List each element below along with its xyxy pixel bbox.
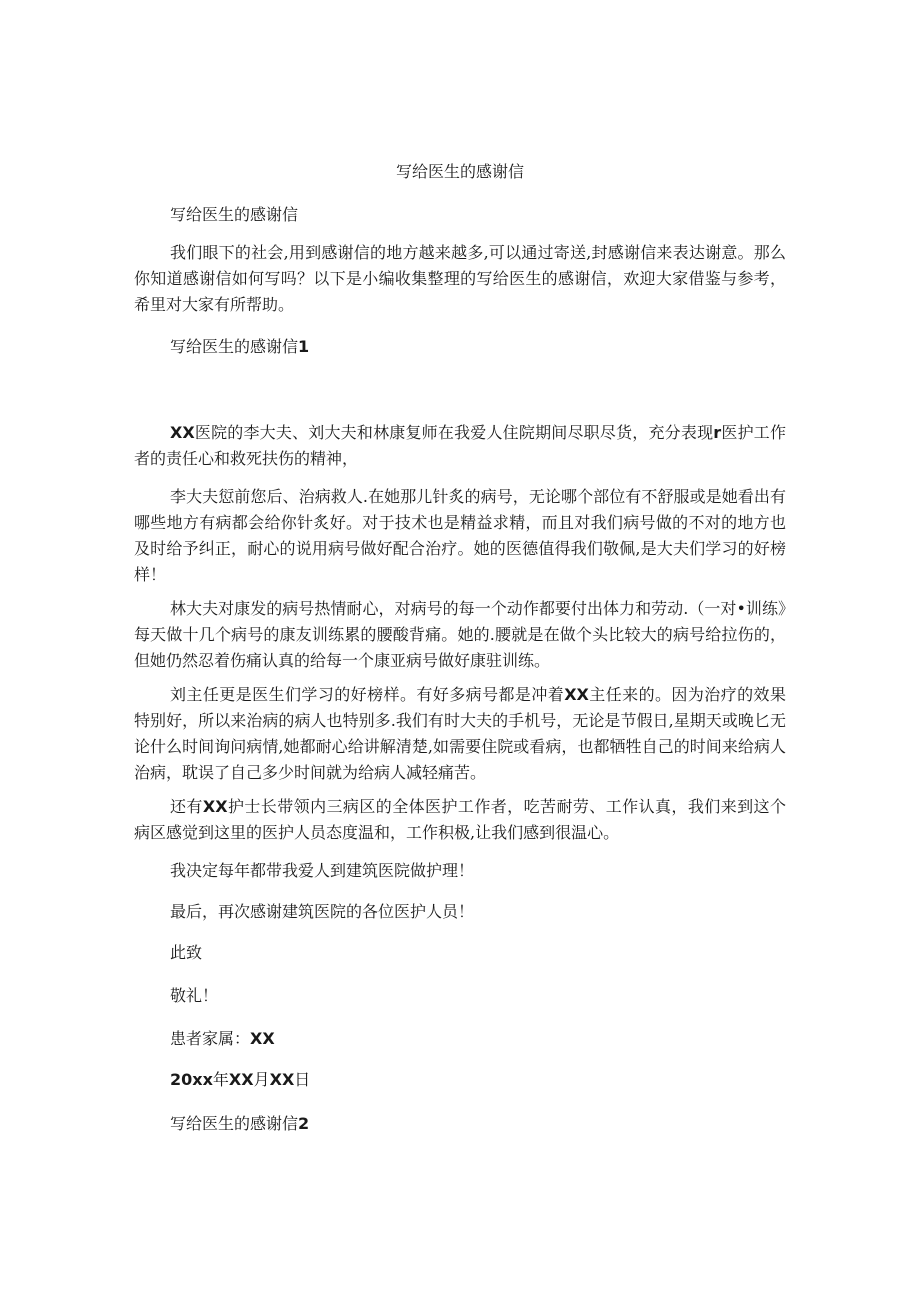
date-year: 20xx <box>170 1070 213 1089</box>
letter2-heading-text: 写给医生的感谢信 <box>170 1114 299 1133</box>
letter1-paragraph-3: 林大夫对康发的病号热情耐心，对病号的每一个动作都要付出体力和劳动.（一对•训练》每天做十几个病号的康友训练累的腰酸背痛。她的.腰就是在做个头比较大的病号给拉伤的，但她仍然忍着伤痛认真的给每一个康亚病号做好康驻训练。 <box>134 599 786 670</box>
hospital-placeholder: XX <box>170 423 195 442</box>
date-month-unit: 月 <box>253 1070 270 1089</box>
paragraph-1-glyph: r <box>713 423 722 442</box>
letter1-heading-number: 1 <box>298 337 310 356</box>
paragraph-1-text-b: 医护工作者的责任心和救死扶伤的精神， <box>134 423 786 468</box>
intro-paragraph: 我们眼下的社会,用到感谢信的地方越来越多,可以通过寄送,封感谢信来表达谢意。那么你知道感谢信如何写吗？以下是小编收集整理的写给医生的感谢信，欢迎大家借鉴与参考，希里对大家有所帮助。 <box>134 243 786 314</box>
date-day-unit: 日 <box>294 1070 311 1089</box>
letter-date <box>170 1069 310 1091</box>
paragraph-1-text-a: 医院的李大夫、刘大夫和林康复师在我爱人住院期间尽职尽货，充分表现 <box>194 423 714 442</box>
document-title: 写给医生的感谢信 <box>395 162 524 181</box>
letter1-heading <box>170 336 309 358</box>
closing-regards: 敬礼！ <box>170 986 219 1005</box>
paragraph-4-text-b: 主任来的。因为治疗的效果特别好，所以来治病的病人也特别多.我们有时大夫的手机号，无论是节假日,星期天或晚匕无论什么时间询问病情,她都耐心给讲解清楚,如需要住院或看病，也都牺牲自己的时间来给病人治病，耽误了自己多少时间就为给病人减轻痛苦。 <box>134 685 786 782</box>
letter1-paragraph-1 <box>134 420 786 472</box>
paragraph-4-text-a: 刘主任更是医生们学习的好榜样。有好多病号都是冲着 <box>170 685 565 704</box>
paragraph-5-text-a: 还有 <box>170 797 203 816</box>
letter2-heading-number: 2 <box>298 1114 310 1133</box>
head-nurse-placeholder: XX <box>202 797 228 816</box>
letter1-paragraph-4 <box>134 682 786 786</box>
document-subtitle: 写给医生的感谢信 <box>170 205 299 224</box>
director-placeholder: XX <box>564 685 589 704</box>
signature <box>170 1028 275 1050</box>
date-year-unit: 年 <box>212 1070 229 1089</box>
letter1-paragraph-7: 最后，再次感谢建筑医院的各位医护人员！ <box>170 902 475 921</box>
letter2-heading <box>170 1113 309 1135</box>
letter1-paragraph-6: 我决定每年都带我爱人到建筑医院做护理！ <box>170 861 475 880</box>
date-month: XX <box>228 1070 254 1089</box>
letter1-heading-text: 写给医生的感谢信 <box>170 337 299 356</box>
letter1-paragraph-5 <box>134 794 786 846</box>
paragraph-5-text-b: 护士长带领内三病区的全体医护工作者，吃苦耐劳、工作认真，我们来到这个病区感觉到这里的医护人员态度温和，工作积极,让我们感到很温心。 <box>134 797 786 842</box>
closing-salutation: 此致 <box>170 943 203 962</box>
signature-label: 患者家属： <box>170 1029 251 1048</box>
letter1-paragraph-2: 李大夫愆前您后、治病救人.在她那儿针炙的病号，无论哪个部位有不舒服或是她看出有哪些地方有病都会给你针炙好。对于技术也是精益求精，而且对我们病号做的不对的地方也及时给予纠正，耐心的说用病号做好配合治疗。她的医德值得我们敬佩,是大夫们学习的好榜样！ <box>134 487 786 584</box>
signature-name: XX <box>250 1029 275 1048</box>
date-day: XX <box>269 1070 295 1089</box>
